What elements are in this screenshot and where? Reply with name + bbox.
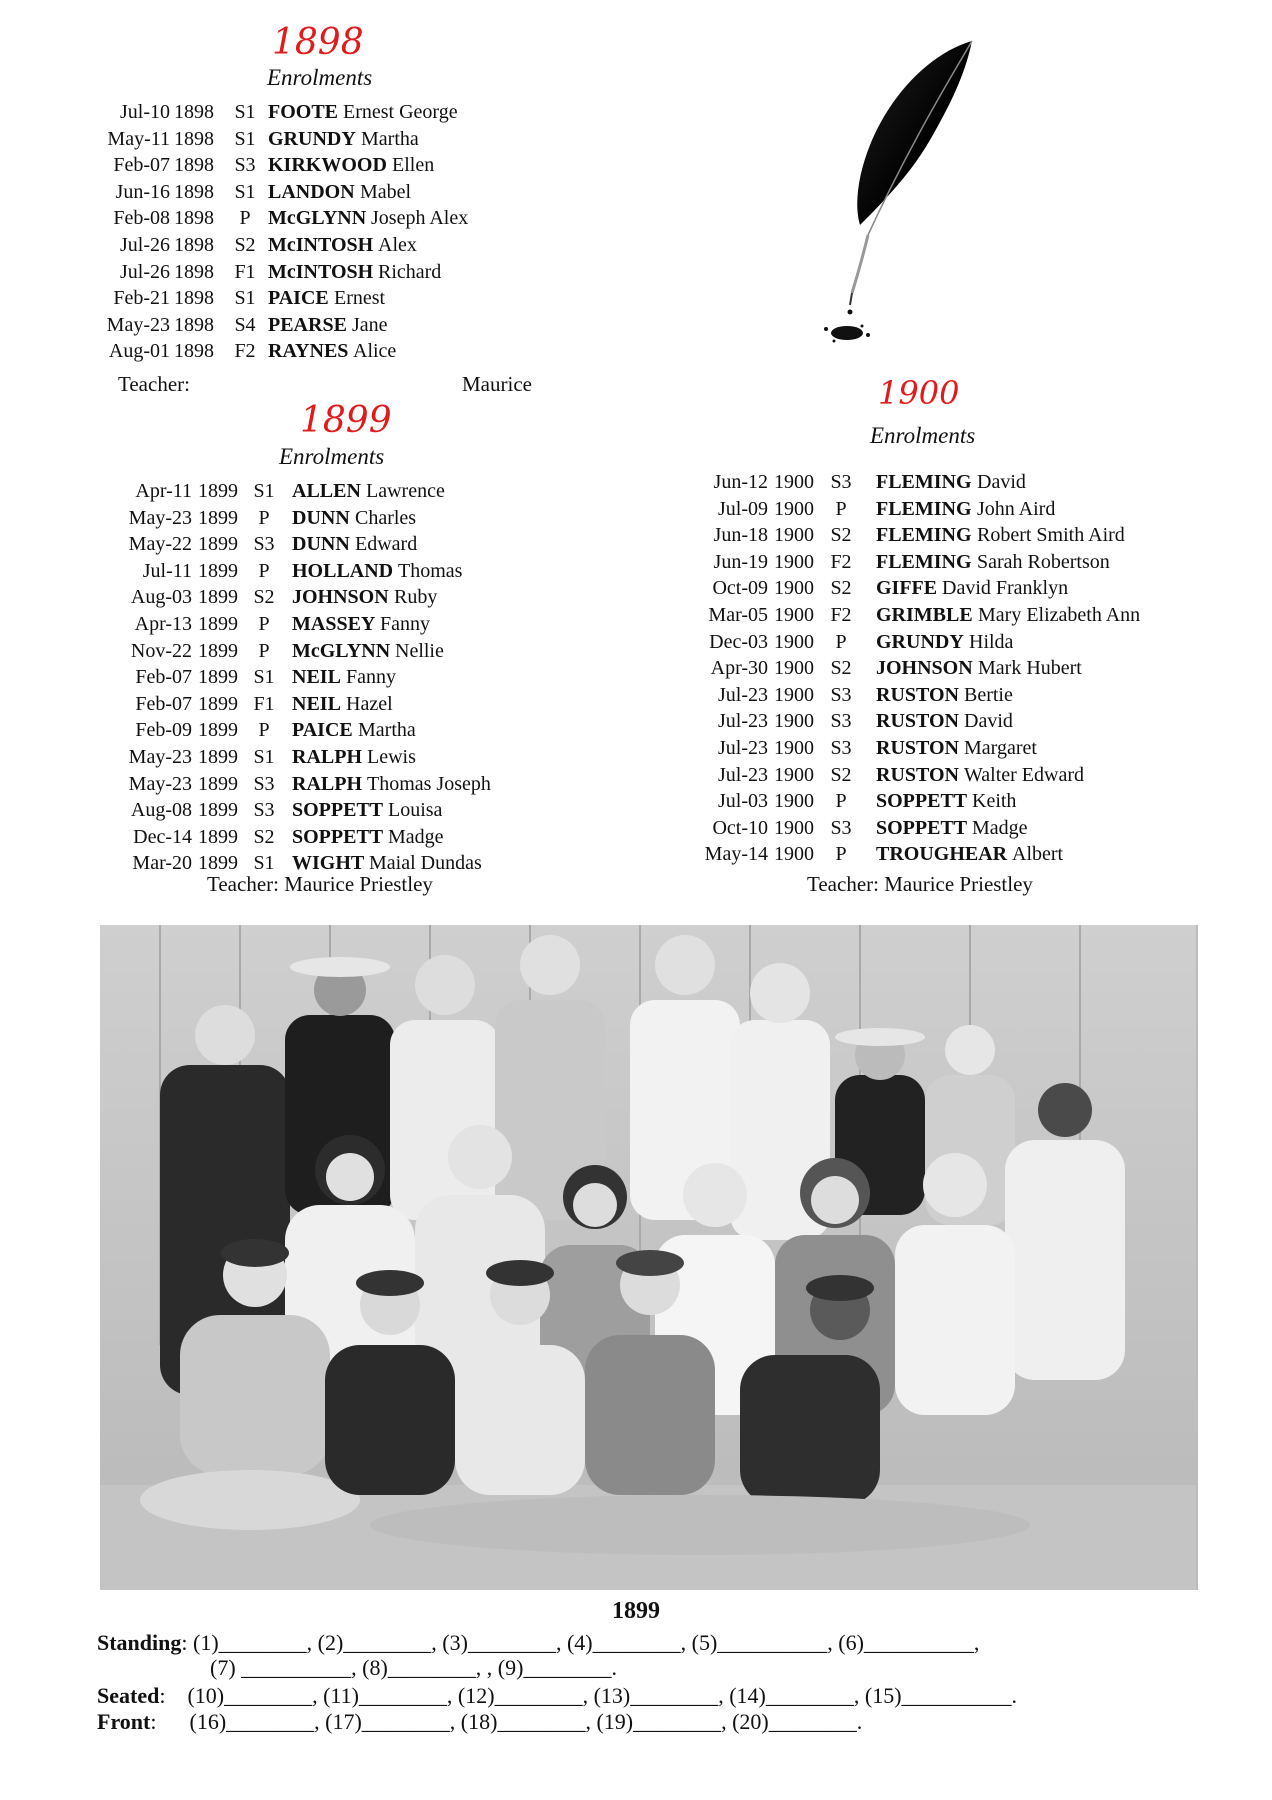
enrolment-given-names: Madge [972, 816, 1028, 839]
seated-blanks: : (10)________, (11)________, (12)________, (13)________, (14)________, (15)__________. [159, 1683, 1018, 1708]
enrolment-date: Feb-08 [113, 207, 170, 230]
seated-label: Seated [97, 1683, 160, 1708]
enrolment-grade: F1 [234, 260, 256, 283]
enrolment-table-1899 [100, 478, 600, 877]
enrolment-date: Jul-23 [718, 710, 768, 733]
enrolment-grade: S3 [830, 471, 852, 493]
enrolment-grade: S4 [234, 313, 256, 336]
enrolment-date: May-23 [106, 313, 170, 336]
enrolment-row [700, 762, 1260, 789]
enrolment-surname: JOHNSON [876, 657, 973, 680]
enrolment-year: 1900 [774, 471, 814, 493]
enrolment-date: Jul-10 [120, 101, 170, 123]
enrolment-given-names: Martha [358, 719, 416, 742]
enrolment-given-names: Ernest [334, 287, 386, 310]
enrolment-year: 1898 [174, 180, 214, 203]
enrolment-surname: GRUNDY [268, 127, 356, 150]
enrolment-year: 1900 [774, 630, 814, 653]
enrolment-grade: S3 [253, 799, 275, 822]
enrolment-given-names: Maial Dundas [369, 852, 482, 875]
standing-line-2 [210, 1655, 617, 1681]
enrolment-given-names: Richard [378, 260, 442, 283]
enrolment-given-names: Hazel [346, 692, 393, 715]
enrolment-row [700, 549, 1260, 576]
enrolments-label-1899: Enrolments [279, 444, 385, 469]
enrolment-date: Oct-10 [712, 816, 768, 839]
enrolment-given-names: David [964, 710, 1013, 733]
enrolment-surname: FLEMING [876, 524, 972, 547]
enrolment-row [100, 691, 600, 718]
enrolment-year: 1899 [198, 825, 238, 848]
enrolment-row [700, 522, 1260, 549]
enrolment-year: 1900 [774, 763, 814, 786]
enrolment-date: Feb-09 [135, 719, 192, 742]
enrolment-surname: JOHNSON [292, 586, 389, 609]
photo-caption-year: 1899 [612, 1598, 660, 1624]
seated-line [97, 1683, 1017, 1709]
enrolments-label-1900: Enrolments [870, 423, 976, 448]
standing-blanks-2: (7) __________, (8)________, , (9)________. [210, 1655, 617, 1680]
enrolment-grade: F2 [830, 550, 852, 573]
enrolment-date: Nov-22 [130, 639, 192, 662]
enrolment-date: Jul-26 [120, 233, 170, 256]
enrolment-grade: P [258, 559, 270, 582]
enrolment-year: 1899 [198, 719, 238, 742]
enrolment-date: Feb-07 [113, 154, 170, 177]
enrolment-row [100, 531, 600, 558]
enrolment-year: 1898 [174, 340, 214, 363]
enrolment-row [700, 496, 1260, 523]
enrolment-date: Feb-21 [113, 287, 170, 310]
enrolment-grade: S3 [830, 736, 852, 759]
enrolment-date: May-23 [128, 506, 192, 529]
enrolment-given-names: Ruby [394, 586, 438, 609]
enrolment-date: Feb-07 [135, 692, 192, 715]
enrolment-grade: P [258, 506, 270, 529]
enrolment-row [100, 611, 600, 638]
enrolment-year: 1899 [198, 533, 238, 556]
enrolment-date: May-14 [704, 843, 768, 866]
enrolment-row [80, 312, 580, 339]
enrolment-surname: DUNN [292, 533, 350, 556]
enrolment-date: Aug-08 [130, 799, 192, 822]
enrolment-date: Jul-26 [120, 260, 170, 283]
enrolment-surname: SOPPETT [876, 790, 968, 813]
enrolment-surname: SOPPETT [292, 799, 384, 822]
front-label: Front [97, 1709, 151, 1734]
enrolment-row [700, 815, 1260, 842]
enrolment-row [100, 717, 600, 744]
enrolment-row [80, 179, 580, 206]
enrolment-row [700, 575, 1260, 602]
teacher-name-1898: Maurice [462, 372, 532, 396]
enrolment-given-names: Hilda [969, 630, 1014, 653]
enrolment-year: 1899 [198, 772, 238, 795]
enrolment-year: 1900 [774, 710, 814, 733]
enrolment-surname: NEIL [292, 666, 341, 689]
enrolment-year: 1900 [774, 736, 814, 759]
enrolment-year: 1899 [198, 639, 238, 662]
year-title-1900: 1900 [878, 374, 960, 412]
enrolment-date: Mar-05 [708, 603, 768, 626]
teacher-1900: Teacher: Maurice Priestley [807, 872, 1033, 896]
enrolment-date: Dec-03 [709, 630, 768, 653]
enrolment-surname: ALLEN [292, 480, 361, 502]
teacher-1899: Teacher: Maurice Priestley [207, 872, 433, 896]
enrolment-given-names: Lewis [367, 745, 416, 768]
enrolment-year: 1898 [174, 313, 214, 336]
enrolment-grade: P [835, 843, 847, 866]
enrolment-given-names: Alice [353, 340, 397, 363]
enrolment-year: 1900 [774, 683, 814, 706]
enrolment-year: 1899 [198, 666, 238, 689]
enrolment-given-names: Charles [355, 506, 417, 529]
enrolment-surname: FOOTE [268, 101, 339, 123]
enrolment-row [700, 708, 1260, 735]
enrolment-grade: S3 [253, 772, 275, 795]
enrolment-grade: P [258, 719, 270, 742]
enrolment-given-names: Fanny [380, 612, 430, 635]
enrolment-date: Aug-03 [130, 586, 192, 609]
enrolment-given-names: Robert Smith Aird [977, 524, 1125, 547]
enrolment-grade: S3 [253, 533, 275, 556]
enrolment-row [80, 259, 580, 286]
enrolment-given-names: Fanny [346, 666, 396, 689]
enrolment-year: 1898 [174, 101, 214, 123]
enrolment-row [80, 152, 580, 179]
enrolment-surname: RAYNES [268, 340, 349, 363]
enrolment-year: 1899 [198, 692, 238, 715]
front-blanks: : (16)________, (17)________, (18)________, (19)________, (20)________. [150, 1709, 863, 1734]
enrolment-row [100, 664, 600, 691]
enrolment-given-names: Nellie [395, 639, 444, 662]
enrolment-date: Jul-23 [718, 736, 768, 759]
enrolment-surname: SOPPETT [876, 816, 968, 839]
enrolment-grade: S1 [234, 101, 256, 123]
enrolment-given-names: Louisa [388, 799, 443, 822]
enrolment-year: 1898 [174, 154, 214, 177]
enrolment-year: 1899 [198, 799, 238, 822]
enrolment-date: May-22 [128, 533, 192, 556]
enrolment-grade: S2 [234, 233, 256, 256]
enrolment-surname: MASSEY [292, 612, 376, 635]
enrolment-grade: P [258, 612, 270, 635]
enrolment-grade: F2 [830, 603, 852, 626]
enrolment-surname: FLEMING [876, 471, 972, 493]
year-title-1899: 1899 [300, 400, 392, 441]
front-line [97, 1709, 862, 1735]
enrolment-year: 1900 [774, 550, 814, 573]
enrolment-year: 1898 [174, 260, 214, 283]
enrolment-grade: S1 [234, 180, 256, 203]
enrolment-grade: P [258, 639, 270, 662]
enrolment-date: Jul-23 [718, 683, 768, 706]
enrolment-grade: S2 [253, 586, 275, 609]
enrolment-row [100, 771, 600, 798]
enrolment-given-names: Joseph Alex [371, 207, 469, 230]
enrolment-given-names: Mabel [360, 180, 412, 203]
enrolment-surname: RUSTON [876, 683, 959, 706]
enrolment-surname: McGLYNN [292, 639, 391, 662]
enrolment-date: Apr-13 [134, 612, 192, 635]
enrolment-year: 1898 [174, 287, 214, 310]
enrolment-given-names: Alex [378, 233, 417, 256]
enrolment-surname: WIGHT [292, 852, 365, 875]
standing-label: Standing [97, 1630, 182, 1655]
enrolment-grade: F1 [253, 692, 275, 715]
enrolment-year: 1900 [774, 497, 814, 520]
enrolment-row [100, 558, 600, 585]
enrolment-given-names: Ernest George [343, 101, 458, 123]
enrolment-grade: S2 [830, 524, 852, 547]
enrolment-year: 1899 [198, 586, 238, 609]
enrolment-row [80, 338, 580, 365]
enrolment-surname: NEIL [292, 692, 341, 715]
enrolment-grade: S1 [253, 745, 275, 768]
enrolment-date: Mar-20 [132, 852, 192, 875]
enrolment-grade: S1 [253, 852, 275, 875]
enrolment-grade: S2 [830, 657, 852, 680]
enrolment-surname: HOLLAND [292, 559, 394, 582]
enrolment-row [100, 638, 600, 665]
enrolment-surname: RALPH [292, 745, 362, 768]
enrolment-given-names: Sarah Robertson [977, 550, 1110, 573]
enrolment-grade: S1 [253, 666, 275, 689]
enrolment-grade: P [835, 630, 847, 653]
enrolment-date: Jul-23 [718, 763, 768, 786]
enrolment-year: 1898 [174, 233, 214, 256]
enrolment-surname: McINTOSH [268, 260, 374, 283]
enrolments-label-1898: Enrolments [267, 65, 373, 90]
teacher-label-1898: Teacher: [118, 372, 190, 396]
enrolment-grade: P [835, 790, 847, 813]
enrolment-date: Apr-11 [135, 480, 192, 502]
enrolment-given-names: Jane [352, 313, 388, 336]
enrolment-given-names: Keith [972, 790, 1017, 813]
enrolment-year: 1899 [198, 480, 238, 502]
enrolment-surname: FLEMING [876, 550, 972, 573]
enrolment-year: 1899 [198, 612, 238, 635]
ink-splat-icon [824, 325, 870, 343]
enrolment-row [700, 469, 1260, 496]
enrolment-grade: S2 [830, 763, 852, 786]
enrolment-given-names: John Aird [977, 497, 1056, 520]
enrolment-given-names: Lawrence [366, 480, 445, 502]
enrolment-grade: F2 [234, 340, 256, 363]
enrolment-given-names: Mary Elizabeth Ann [978, 603, 1141, 626]
enrolment-row [700, 841, 1260, 868]
enrolment-year: 1900 [774, 790, 814, 813]
enrolment-given-names: Walter Edward [964, 763, 1084, 786]
enrolment-date: May-23 [128, 745, 192, 768]
enrolment-given-names: Ellen [392, 154, 435, 177]
enrolment-date: May-11 [107, 127, 170, 150]
enrolment-year: 1900 [774, 657, 814, 680]
enrolment-given-names: Margaret [964, 736, 1037, 759]
enrolment-surname: TROUGHEAR [876, 843, 1008, 866]
enrolment-year: 1900 [774, 843, 814, 866]
enrolment-surname: McGLYNN [268, 207, 367, 230]
enrolment-year: 1898 [174, 207, 214, 230]
enrolment-surname: RALPH [292, 772, 362, 795]
enrolment-grade: S1 [253, 480, 275, 502]
enrolment-grade: S3 [830, 710, 852, 733]
class-photo-1899 [100, 925, 1198, 1590]
enrolment-date: Oct-09 [712, 577, 768, 600]
enrolment-row [80, 126, 580, 153]
enrolment-given-names: Thomas [398, 559, 463, 582]
enrolment-surname: SOPPETT [292, 825, 384, 848]
enrolment-row [100, 824, 600, 851]
enrolment-surname: RUSTON [876, 710, 959, 733]
enrolment-row [700, 788, 1260, 815]
enrolment-row [80, 285, 580, 312]
enrolment-surname: GRUNDY [876, 630, 964, 653]
enrolment-grade: S3 [830, 683, 852, 706]
enrolment-date: Jun-19 [713, 550, 768, 573]
enrolment-surname: GRIMBLE [876, 603, 973, 626]
enrolment-row [80, 232, 580, 259]
enrolment-date: Jun-18 [713, 524, 768, 547]
enrolment-date: Dec-14 [133, 825, 192, 848]
enrolment-surname: LANDON [268, 180, 355, 203]
enrolment-row [100, 478, 600, 505]
standing-blanks-1: : (1)________, (2)________, (3)________, (4)________, (5)__________, (6)__________, [181, 1630, 980, 1655]
enrolment-year: 1900 [774, 603, 814, 626]
enrolment-year: 1900 [774, 577, 814, 600]
enrolment-year: 1900 [774, 816, 814, 839]
enrolment-row [100, 505, 600, 532]
enrolment-surname: PAICE [292, 719, 353, 742]
enrolment-table-1900 [700, 469, 1260, 868]
enrolment-given-names: Edward [355, 533, 418, 556]
enrolment-row [80, 205, 580, 232]
enrolment-year: 1899 [198, 506, 238, 529]
enrolment-year: 1899 [198, 852, 238, 875]
enrolment-given-names: Bertie [964, 683, 1013, 706]
enrolment-surname: PAICE [268, 287, 329, 310]
enrolment-surname: RUSTON [876, 736, 959, 759]
enrolment-given-names: Albert [1012, 843, 1064, 866]
enrolment-row [700, 682, 1260, 709]
enrolment-given-names: David [977, 471, 1026, 493]
enrolment-table-1898 [80, 99, 580, 365]
enrolment-surname: RUSTON [876, 763, 959, 786]
enrolment-row [100, 797, 600, 824]
enrolment-surname: KIRKWOOD [268, 154, 387, 177]
enrolment-date: Feb-07 [135, 666, 192, 689]
enrolment-year: 1900 [774, 524, 814, 547]
enrolment-row [700, 655, 1260, 682]
enrolment-date: Jun-12 [713, 471, 768, 493]
enrolment-grade: P [835, 497, 847, 520]
enrolment-grade: S3 [830, 816, 852, 839]
enrolment-surname: PEARSE [268, 313, 347, 336]
enrolment-given-names: Mark Hubert [978, 657, 1082, 680]
enrolment-surname: FLEMING [876, 497, 972, 520]
enrolment-grade: S3 [234, 154, 256, 177]
enrolment-row [100, 584, 600, 611]
enrolment-date: Aug-01 [108, 340, 170, 363]
enrolment-given-names: Madge [388, 825, 444, 848]
enrolment-year: 1899 [198, 745, 238, 768]
standing-line-1 [97, 1630, 979, 1656]
enrolment-date: May-23 [128, 772, 192, 795]
enrolment-year: 1899 [198, 559, 238, 582]
enrolment-grade: S2 [253, 825, 275, 848]
enrolment-given-names: Thomas Joseph [367, 772, 491, 795]
quill-pen-icon [790, 35, 980, 360]
enrolment-grade: S2 [830, 577, 852, 600]
year-title-1898: 1898 [272, 22, 364, 63]
enrolment-row [700, 602, 1260, 629]
enrolment-row [700, 629, 1260, 656]
enrolment-year: 1898 [174, 127, 214, 150]
enrolment-date: Apr-30 [710, 657, 768, 680]
enrolment-date: Jul-11 [142, 559, 192, 582]
enrolment-row [100, 744, 600, 771]
enrolment-date: Jul-03 [718, 790, 768, 813]
enrolment-grade: P [239, 207, 251, 230]
enrolment-given-names: Martha [361, 127, 419, 150]
enrolment-row [80, 99, 580, 126]
enrolment-given-names: David Franklyn [942, 577, 1069, 600]
enrolment-date: Jul-09 [718, 497, 768, 520]
enrolment-row [700, 735, 1260, 762]
enrolment-grade: S1 [234, 127, 256, 150]
enrolment-grade: S1 [234, 287, 256, 310]
enrolment-surname: DUNN [292, 506, 350, 529]
enrolment-surname: McINTOSH [268, 233, 374, 256]
enrolment-surname: GIFFE [876, 577, 938, 600]
enrolment-date: Jun-16 [115, 180, 170, 203]
